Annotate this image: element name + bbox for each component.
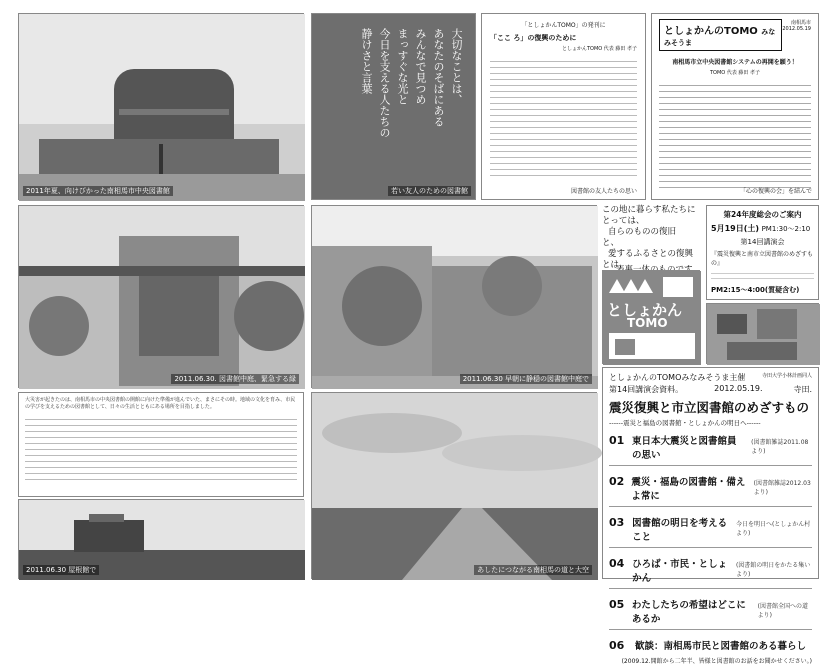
meeting-notice [706,205,819,300]
poem-line: 静けさと言葉 [360,28,373,94]
tomo-logo [602,270,700,364]
photo-caption: 若い友人のための図書館 [388,186,471,196]
program-item [609,548,812,589]
program-item [609,630,812,656]
program-list [609,430,812,656]
item-number: 02 [609,475,625,488]
library-building-photo [19,14,305,201]
program-item [609,430,812,466]
program-date: 2012.05.19. [714,384,763,393]
doc-author: 藤田 孝子 [615,46,637,52]
item-number: 03 [609,516,625,529]
item-number: 05 [609,598,625,611]
courtyard-photo [19,206,305,389]
doc-footer: 図書館の友人たちの思い [570,188,637,195]
notice-date: 5月19日(土) [711,224,760,233]
newsletter-body-lines [659,80,811,190]
program-event: 第14回講演会資料。 [609,385,684,394]
photo-courtyard-1 [18,205,304,388]
photo-library-exterior [18,13,304,200]
item-source: (図書館雑誌2012.03より) [753,480,811,496]
newsletter-byline: TOMO 代表 藤田 孝子 [709,70,760,76]
photo-aerial-map [706,303,819,364]
message-block [602,205,702,270]
photo-caption: 2011.06.30 早朝に静穏の図書館中庭で [460,374,592,384]
poem-line: 今日を支える人たちの [378,28,391,138]
poem-text [322,28,465,179]
notice-lecture-title: 『震災復興と南市立図書館のめざすもの』 [711,251,814,267]
newsletter-front [651,13,819,200]
doc-subtitle: としょかんTOMO 代表 [561,46,614,52]
item-source: (図書館全国への道より) [757,603,808,619]
courtyard-dawn-photo [312,206,598,389]
program-org: としょかんのTOMOみなみそうま主催 [609,373,746,382]
logo-line2: TOMO [627,316,668,330]
program-item [609,507,812,548]
poem-line: あなたのそばにある [432,28,445,127]
item-title: 東日本大震災と図書館員の思い [632,436,737,461]
notice-lecture-label: 第14回講演会 [740,238,785,246]
photo-courtyard-2 [311,205,597,388]
newsletter-banner: 南相馬市立中央図書館システムの再開を願う！ [672,59,798,66]
poem-line: まっすぐな光と [396,28,409,105]
item-source: (図書館の明日をかたる集いより) [735,562,811,578]
notice-body-lines [711,269,814,283]
item-number: 06 [609,639,625,652]
newsletter-title-sub: みなみそうま [664,28,776,47]
photo-poem-window [311,13,476,200]
item-source: 今日を明日へ(としょかん村より) [735,521,811,537]
item-title: 図書館の明日を考えること [632,518,728,543]
item-title: ひろば・市民・としょかん [632,559,728,584]
message-line: この地に暮らす私たちにとっては、 [602,205,696,226]
doc-body-lines [490,56,637,176]
poem-line: 大切なことは、 [450,28,463,105]
photo-road-sky [311,392,597,579]
item-source: (図書館雑誌2011.08より) [751,439,809,455]
doc-header: 「としょかんTOMO」の発刊に [521,22,606,29]
notice-title: 第24年度総会のご案内 [723,210,802,219]
newsletter-title: としょかんのTOMO [664,26,758,37]
road-sky-photo [312,393,598,580]
notice-time: PM1:30〜2:10 [761,225,811,233]
photo-tsunami-building [18,499,304,579]
program-subtitle: ------震災と福島の図書館・としょかんの明日へ------ [609,419,761,427]
message-line: とは、 [602,260,628,270]
item-title: 歓談：南相馬市民と図書館のある暮らし [635,641,807,652]
doc-title: 「ここ ろ」の復興のために [490,34,577,42]
message-line: と、 [602,238,620,248]
article-body-lines [25,414,297,484]
article-text [18,392,304,497]
photo-caption: あしたにつながる南相馬の道と大空 [474,565,592,575]
photo-caption: 2011.06.30 屋根館で [23,565,99,575]
newsletter-masthead [659,19,782,51]
newsletter-closing: 「心の復興の会」を結んで [739,188,812,195]
photo-caption: 2011.06.30. 図書館中庭、緊急する緑 [171,374,299,384]
program-footnote: (2009.12.開館から二年半、皆様と図書館のお話をお聞かせください。) [621,658,812,665]
lecture-program [602,367,819,665]
item-title: わたしたちの希望はどこにあるか [631,600,746,625]
document-letter [481,13,646,200]
photo-caption: 2011年夏、向けびかった南相馬市中央図書館 [23,186,173,196]
item-number: 01 [609,434,625,447]
poem-line: みんなで見つめ [414,28,427,105]
item-number: 04 [609,557,625,570]
newsletter-meta: 2012.05.19 [782,26,811,32]
aerial-photo [707,304,820,365]
message-line: 愛するふるさとの復興 [608,249,694,259]
program-speaker-note: 寺田大学小林計画同人 [761,373,812,379]
message-line: 自らのものの復旧 [608,227,677,237]
article-intro: 大災害が起きたのは、南相馬市の中央図書館の開館に向けた準備が進んでいた、まさにその時。地域の文化を育み、市民の学びを支えるための図書館として、日々の生活とともにある場所を目指しました。 [25,397,296,410]
program-title: 震災復興と市立図書館のめざすもの [609,400,810,415]
logo-line1: としょかん [607,301,683,319]
program-item [609,589,812,630]
program-item [609,466,812,507]
newsletter-meta: 南相馬市 [790,20,811,26]
notice-lecture-time: PM2:15〜4:00(質疑含む) [711,286,800,294]
program-speaker: 寺田. [793,385,812,394]
item-title: 震災・福島の図書館・備えよ常に [631,477,746,502]
